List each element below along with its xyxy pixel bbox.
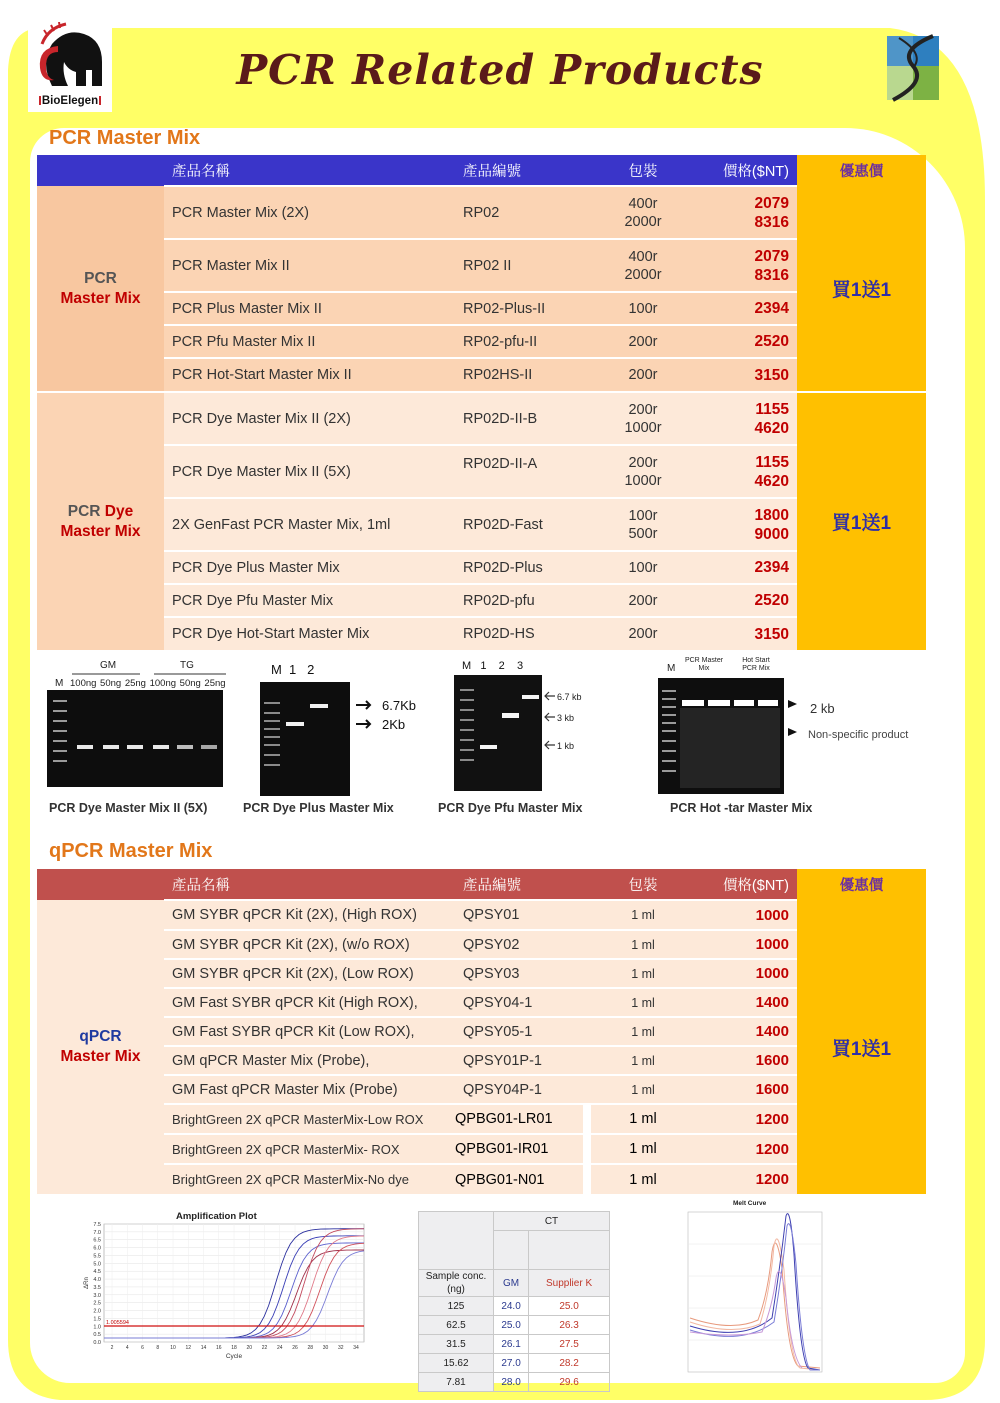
product-name: PCR Master Mix (2X) <box>164 186 463 239</box>
product-code: QPSY05-1 <box>463 1017 591 1046</box>
product-name: BrightGreen 2X qPCR MasterMix- ROX <box>164 1134 463 1164</box>
product-price: 1400 <box>695 988 797 1017</box>
product-price: 2394 <box>695 292 797 325</box>
category-label: PCR <box>84 269 117 287</box>
table-row <box>419 1297 610 1316</box>
product-code: QPBG01-N01 <box>455 1164 583 1194</box>
category-cell <box>37 186 164 392</box>
col-name: 產品名稱 <box>164 869 463 900</box>
gel4-group2: Hot Start PCR Mix <box>742 657 770 672</box>
amp-xtick: 30 <box>322 1345 329 1351</box>
gel1-group-lines <box>70 672 230 676</box>
gel3-marker-3kb: 3 kb <box>557 713 575 723</box>
partner-logo <box>885 32 941 104</box>
table-row <box>37 498 926 551</box>
product-pack: 400r 2000r <box>591 186 695 239</box>
ct-conc: 7.81 <box>419 1373 494 1392</box>
amp-xtick: 32 <box>337 1345 344 1351</box>
product-price: 1000 <box>695 930 797 959</box>
table-row <box>37 959 926 988</box>
amp-ytick: 6.0 <box>93 1245 101 1252</box>
product-code: RP02 <box>463 186 591 239</box>
table-header <box>37 155 926 186</box>
product-price: 2394 <box>695 551 797 584</box>
product-name: PCR Dye Master Mix II (2X) <box>164 392 463 445</box>
amp-xtick: 2 <box>110 1345 114 1351</box>
product-price: 2520 <box>695 584 797 617</box>
pcr-price-table <box>37 155 926 650</box>
product-name: 2X GenFast PCR Master Mix, 1ml <box>164 498 463 551</box>
category-cell <box>37 900 164 1194</box>
table-row <box>419 1373 610 1392</box>
ct-table <box>418 1211 610 1392</box>
product-code: QPBG01-LR01 <box>455 1104 583 1134</box>
category-label: Master Mix <box>60 522 141 540</box>
ct-gm: 25.0 <box>494 1316 529 1335</box>
product-code: RP02D-II-B <box>463 392 591 445</box>
amp-ytick: 7.0 <box>93 1229 101 1236</box>
table-row <box>37 1134 926 1164</box>
table-header <box>37 869 926 900</box>
product-name: PCR Plus Master Mix II <box>164 292 463 325</box>
gel1-m-label: M <box>55 678 64 689</box>
gel2-arrows <box>356 698 380 732</box>
amp-xtick: 26 <box>292 1345 298 1351</box>
product-pack: 1 ml <box>591 1134 695 1164</box>
ct-header: CT <box>494 1212 610 1231</box>
product-price: 1000 <box>695 900 797 930</box>
ct-k: 26.3 <box>529 1316 610 1335</box>
col-promo: 優惠價 <box>797 869 926 900</box>
ct-conc: 62.5 <box>419 1316 494 1335</box>
product-name: GM SYBR qPCR Kit (2X), (w/o ROX) <box>164 930 463 959</box>
amp-xtick: 14 <box>200 1345 207 1351</box>
table-row <box>37 239 926 292</box>
product-name: GM SYBR qPCR Kit (2X), (High ROX) <box>164 900 463 930</box>
product-name: PCR Pfu Master Mix II <box>164 325 463 358</box>
amp-plot-title: Amplification Plot <box>176 1211 257 1222</box>
gel2-caption: PCR Dye Plus Master Mix <box>243 801 394 815</box>
gel1-lanes: 100ng 50ng 25ng 100ng 50ng 25ng <box>70 678 226 689</box>
amp-ytick: 3.0 <box>93 1292 101 1299</box>
product-name: GM qPCR Master Mix (Probe), <box>164 1046 463 1075</box>
product-pack: 100r <box>591 292 695 325</box>
gel3-arrows <box>543 690 557 750</box>
product-name: GM Fast SYBR qPCR Kit (High ROX), <box>164 988 463 1017</box>
gel2-image <box>260 682 350 796</box>
product-price: 1155 4620 <box>695 445 797 498</box>
amp-xtick: 18 <box>231 1345 237 1351</box>
product-code: QPSY04P-1 <box>463 1075 591 1104</box>
gel4-caption: PCR Hot -tar Master Mix <box>670 801 813 815</box>
col-pack: 包裝 <box>591 869 695 900</box>
melt-curve-title: Melt Curve <box>733 1200 767 1207</box>
product-price: 2079 8316 <box>695 239 797 292</box>
ct-gm-header: GM <box>494 1270 529 1297</box>
col-price: 價格($NT) <box>695 155 797 186</box>
ct-conc: 15.62 <box>419 1354 494 1373</box>
product-pack: 200r <box>591 617 695 650</box>
amp-xtick: 6 <box>141 1345 144 1351</box>
bioelegen-logo <box>28 20 112 112</box>
table-row <box>37 358 926 392</box>
promo-badge: 買1送1 <box>797 900 926 1194</box>
col-price: 價格($NT) <box>695 869 797 900</box>
product-code: RP02D-II-A <box>463 445 591 498</box>
product-name: PCR Dye Master Mix II (5X) <box>164 445 463 498</box>
table-row <box>37 617 926 650</box>
ct-gm: 28.0 <box>494 1373 529 1392</box>
product-price: 1155 4620 <box>695 392 797 445</box>
ct-conc: 31.5 <box>419 1335 494 1354</box>
product-price: 2520 <box>695 325 797 358</box>
table-row <box>37 292 926 325</box>
amp-xtick: 28 <box>307 1345 314 1351</box>
product-pack: 1 ml <box>591 1046 695 1075</box>
product-pack: 1 ml <box>591 1104 695 1134</box>
qpcr-section-title: qPCR Master Mix <box>49 840 213 862</box>
product-name: PCR Dye Plus Master Mix <box>164 551 463 584</box>
ct-k: 25.0 <box>529 1297 610 1316</box>
gel1-image <box>47 690 223 787</box>
category-label: Master Mix <box>60 1048 141 1065</box>
gel4-marker-2kb: 2 kb <box>810 701 835 716</box>
product-code: QPSY03 <box>463 959 591 988</box>
amp-ytick: 1.5 <box>93 1316 101 1323</box>
amp-ytick: 4.5 <box>93 1269 101 1276</box>
table-row <box>37 930 926 959</box>
table-row <box>37 551 926 584</box>
ct-k-header: Supplier K <box>529 1270 610 1297</box>
amp-ytick: 3.5 <box>93 1284 101 1291</box>
product-name: PCR Hot-Start Master Mix II <box>164 358 463 392</box>
amp-xtick: 4 <box>125 1345 129 1351</box>
table-row <box>37 900 926 930</box>
gel3-image <box>454 675 542 791</box>
gel3-marker-1kb: 1 kb <box>557 741 575 751</box>
product-pack: 1 ml <box>591 1164 695 1194</box>
amp-xtick: 10 <box>170 1345 176 1351</box>
melt-curve-plot <box>672 1208 828 1380</box>
gel4-group1: PCR Master Mix <box>684 657 724 672</box>
product-pack: 1 ml <box>591 959 695 988</box>
product-price: 1200 <box>695 1104 797 1134</box>
product-pack: 100r 500r <box>591 498 695 551</box>
table-row <box>419 1270 610 1297</box>
product-name: PCR Dye Pfu Master Mix <box>164 584 463 617</box>
col-pack: 包裝 <box>591 155 695 186</box>
product-code: RP02D-Plus <box>463 551 591 584</box>
product-name: BrightGreen 2X qPCR MasterMix-Low ROX <box>164 1104 463 1134</box>
gel1-group1: GM <box>100 660 117 671</box>
product-price: 3150 <box>695 358 797 392</box>
ct-spacer <box>494 1231 529 1270</box>
table-row <box>37 1017 926 1046</box>
table-row <box>37 988 926 1017</box>
product-pack: 200r <box>591 325 695 358</box>
product-price: 1200 <box>695 1164 797 1194</box>
amp-ytick: 6.5 <box>93 1237 101 1244</box>
product-pack: 200r <box>591 584 695 617</box>
ct-gm: 27.0 <box>494 1354 529 1373</box>
product-pack: 200r <box>591 358 695 392</box>
ct-spacer <box>529 1231 610 1270</box>
col-code: 產品編號 <box>463 869 591 900</box>
table-row <box>37 325 926 358</box>
table-row <box>37 1164 926 1194</box>
product-code: RP02-Plus-II <box>463 292 591 325</box>
product-code: QPSY04-1 <box>463 988 591 1017</box>
product-code: RP02D-Fast <box>463 498 591 551</box>
amp-ytick: 0.5 <box>93 1332 101 1339</box>
amp-ytick: 7.5 <box>93 1222 101 1228</box>
page-title: PCR Related Products <box>236 46 764 94</box>
ct-k: 28.2 <box>529 1354 610 1373</box>
ct-sample-header: Sample conc. (ng) <box>419 1270 494 1297</box>
category-cell <box>37 392 164 650</box>
product-code: QPBG01-IR01 <box>455 1134 583 1164</box>
amp-ytick: 4.0 <box>93 1277 101 1284</box>
product-name: PCR Master Mix II <box>164 239 463 292</box>
table-row <box>37 186 926 239</box>
amp-xtick: 20 <box>246 1345 253 1351</box>
amp-xtick: 8 <box>156 1345 160 1351</box>
product-name: GM Fast SYBR qPCR Kit (Low ROX), <box>164 1017 463 1046</box>
ct-gm: 26.1 <box>494 1335 529 1354</box>
product-name: PCR Dye Hot-Start Master Mix <box>164 617 463 650</box>
promo-badge: 買1送1 <box>797 392 926 650</box>
col-name: 產品名稱 <box>164 155 463 186</box>
ct-k: 29.6 <box>529 1373 610 1392</box>
amp-ytick: 2.0 <box>93 1308 101 1315</box>
table-row <box>37 392 926 445</box>
product-pack: 100r <box>591 551 695 584</box>
gel3-caption: PCR Dye Pfu Master Mix <box>438 801 583 815</box>
table-row <box>37 1104 926 1134</box>
product-name: GM SYBR qPCR Kit (2X), (Low ROX) <box>164 959 463 988</box>
product-pack: 1 ml <box>591 900 695 930</box>
table-row <box>419 1316 610 1335</box>
amplification-plot <box>80 1220 370 1368</box>
pcr-section-title: PCR Master Mix <box>49 127 201 149</box>
table-row <box>37 1075 926 1104</box>
product-code: QPSY02 <box>463 930 591 959</box>
product-code: QPSY01P-1 <box>463 1046 591 1075</box>
product-price: 2079 8316 <box>695 186 797 239</box>
product-code: RP02HS-II <box>463 358 591 392</box>
ct-conc: 125 <box>419 1297 494 1316</box>
product-price: 1400 <box>695 1017 797 1046</box>
category-label: Master Mix <box>60 289 141 307</box>
gel2-lanes: M 1 2 <box>271 662 315 677</box>
product-pack: 200r 1000r <box>591 392 695 445</box>
product-price: 1600 <box>695 1046 797 1075</box>
product-code: RP02D-HS <box>463 617 591 650</box>
amp-xlabel: Cycle <box>225 1353 243 1360</box>
col-promo: 優惠價 <box>797 155 926 186</box>
product-pack: 1 ml <box>591 988 695 1017</box>
promo-badge: 買1送1 <box>797 186 926 392</box>
amp-xtick: 24 <box>276 1345 283 1351</box>
gel4-image <box>658 678 784 794</box>
table-row <box>419 1335 610 1354</box>
gel4-arrows <box>786 698 800 738</box>
amp-xtick: 34 <box>353 1345 359 1351</box>
gel2-marker-6.7kb: 6.7Kb <box>382 698 416 713</box>
product-code: RP02 II <box>463 239 591 292</box>
table-row <box>37 1046 926 1075</box>
product-pack: 1 ml <box>591 1017 695 1046</box>
gel3-lanes: M 1 2 3 <box>462 660 524 672</box>
category-label: PCR <box>67 502 105 520</box>
table-row <box>37 445 926 498</box>
amp-ytick: 2.5 <box>93 1300 101 1307</box>
product-pack: 1 ml <box>591 930 695 959</box>
brand-name: BioElegen <box>41 95 99 107</box>
table-row <box>419 1354 610 1373</box>
product-code: RP02D-pfu <box>463 584 591 617</box>
product-name: BrightGreen 2X qPCR MasterMix-No dye <box>164 1164 463 1194</box>
col-code: 產品編號 <box>463 155 591 186</box>
amp-xtick: 16 <box>215 1345 222 1351</box>
amp-xtick: 22 <box>261 1345 268 1351</box>
qpcr-price-table <box>37 869 926 1194</box>
category-label: Dye <box>104 502 134 520</box>
product-name: GM Fast qPCR Master Mix (Probe) <box>164 1075 463 1104</box>
amp-xtick: 12 <box>185 1345 192 1351</box>
ct-header-row <box>419 1212 610 1231</box>
product-code: QPSY01 <box>463 900 591 930</box>
gel4-marker-nonspecific: Non-specific product <box>808 729 909 741</box>
category-label: qPCR <box>79 1028 122 1045</box>
product-price: 1800 9000 <box>695 498 797 551</box>
product-code: RP02-pfu-II <box>463 325 591 358</box>
amp-ytick: 1.0 <box>93 1324 101 1331</box>
ct-gm: 24.0 <box>494 1297 529 1316</box>
product-price: 1600 <box>695 1075 797 1104</box>
amp-threshold-label: 1.005594 <box>106 1320 129 1326</box>
amp-ytick: 0.0 <box>93 1340 101 1346</box>
product-pack: 200r 1000r <box>591 445 695 498</box>
amp-ytick: 5.5 <box>93 1253 101 1260</box>
ct-k: 27.5 <box>529 1335 610 1354</box>
product-pack: 400r 2000r <box>591 239 695 292</box>
product-price: 1000 <box>695 959 797 988</box>
amp-ylabel: ΔRn <box>84 1277 90 1289</box>
product-pack: 1 ml <box>591 1075 695 1104</box>
product-price: 1200 <box>695 1134 797 1164</box>
gel3-marker-6.7kb: 6.7 kb <box>557 692 582 702</box>
gel4-m-label: M <box>667 663 676 674</box>
gel1-caption: PCR Dye Master Mix II (5X) <box>49 801 208 815</box>
product-price: 3150 <box>695 617 797 650</box>
gel1-group2: TG <box>180 660 194 671</box>
table-row <box>37 584 926 617</box>
gel2-marker-2kb: 2Kb <box>382 717 406 732</box>
amp-ytick: 5.0 <box>93 1261 101 1268</box>
